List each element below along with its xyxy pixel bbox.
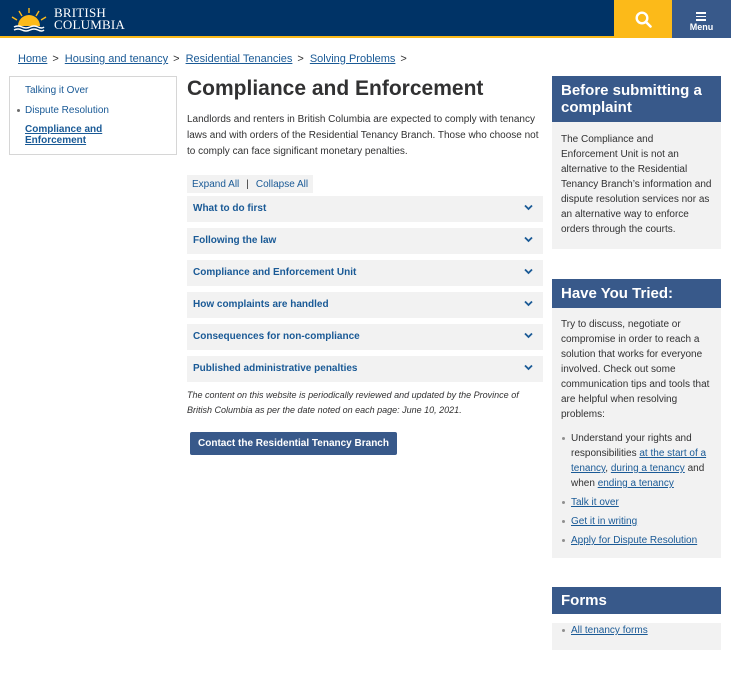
logo-text xyxy=(54,7,125,31)
accordion-label: What to do first xyxy=(193,203,267,214)
accordion-label: Following the law xyxy=(193,235,277,246)
link-during-tenancy[interactable]: during a tenancy xyxy=(610,463,685,474)
menu-button[interactable] xyxy=(672,0,731,38)
bc-logo[interactable] xyxy=(8,4,128,34)
chevron-down-icon xyxy=(524,300,533,307)
list-text: and when xyxy=(571,463,705,489)
page-title: Compliance and Enforcement xyxy=(187,77,484,100)
collapse-all-link[interactable]: Collapse All xyxy=(255,178,309,190)
sidebar-heading: Forms xyxy=(552,587,721,614)
logo-line-1: BRITISH xyxy=(54,5,106,20)
sidebar-body: The Compliance and Enforcement Unit is not an alternative to the Residential Tenancy Branch’s information and dispute resolution services nor as an alternative way to enforce orders through the courts. xyxy=(552,122,721,249)
site-header xyxy=(0,0,731,38)
breadcrumb xyxy=(18,53,413,65)
chevron-down-icon xyxy=(524,204,533,211)
link-start-of-tenancy[interactable]: at the start of a tenancy xyxy=(571,448,707,474)
hamburger-icon xyxy=(696,12,706,23)
logo-line-2: COLUMBIA xyxy=(54,17,125,32)
sidebar-tried-list xyxy=(561,431,712,548)
menu-label: Menu xyxy=(689,22,714,32)
breadcrumb-housing[interactable]: Housing and tenancy xyxy=(64,53,169,65)
breadcrumb-separator: > xyxy=(400,53,407,65)
accordion-published-penalties[interactable] xyxy=(187,356,543,382)
bc-sun-logo-icon xyxy=(8,4,50,34)
side-navigation xyxy=(9,76,177,155)
breadcrumb-separator: > xyxy=(297,53,304,65)
link-ending-tenancy[interactable]: ending a tenancy xyxy=(597,478,674,489)
sidebar-have-you-tried xyxy=(552,279,721,558)
accordion-label: How complaints are handled xyxy=(193,299,329,310)
contact-rtb-button[interactable]: Contact the Residential Tenancy Branch xyxy=(190,432,397,455)
sidebar-forms xyxy=(552,587,721,650)
accordion-label: Consequences for non-compliance xyxy=(193,331,360,342)
nav-item-dispute-resolution[interactable]: Dispute Resolution xyxy=(25,104,176,117)
list-item xyxy=(561,623,712,638)
breadcrumb-residential-tenancies[interactable]: Residential Tenancies xyxy=(185,53,293,65)
accordion-following-the-law[interactable] xyxy=(187,228,543,254)
list-item xyxy=(561,533,712,548)
sidebar-forms-list xyxy=(561,623,712,638)
list-item xyxy=(561,431,712,491)
toggle-separator: | xyxy=(246,178,249,190)
list-item xyxy=(561,495,712,510)
expand-all-link[interactable]: Expand All xyxy=(192,178,240,190)
list-text: , xyxy=(605,463,611,474)
breadcrumb-separator: > xyxy=(52,53,59,65)
accordion-consequences[interactable] xyxy=(187,324,543,350)
link-all-tenancy-forms[interactable]: All tenancy forms xyxy=(571,625,648,636)
expand-collapse-controls xyxy=(187,175,313,193)
chevron-down-icon xyxy=(524,236,533,243)
main-content xyxy=(187,76,543,455)
chevron-down-icon xyxy=(524,332,533,339)
link-talk-it-over[interactable]: Talk it over xyxy=(571,497,619,508)
sidebar-before-submitting xyxy=(552,76,721,249)
sidebar-heading: Before submitting a complaint xyxy=(552,76,721,122)
sidebar-tried-text: Try to discuss, negotiate or compromise in order to reach a solution that works for everyone involved. Check out some communication tips and tools that are helpful when resolving problems: xyxy=(561,319,710,420)
review-disclaimer: The content on this website is periodically reviewed and updated by the Province of British Columbia as per the date noted on each page: June 10, 2021. xyxy=(187,390,519,415)
list-text: Understand your rights and responsibilities xyxy=(571,433,692,459)
nav-item-active-line1: Compliance and xyxy=(25,124,103,135)
list-item xyxy=(561,514,712,529)
chevron-down-icon xyxy=(524,268,533,275)
accordion-what-to-do-first[interactable] xyxy=(187,196,543,222)
breadcrumb-solving-problems[interactable]: Solving Problems xyxy=(309,53,396,65)
search-icon xyxy=(635,11,652,28)
accordion-complaints-handled[interactable] xyxy=(187,292,543,318)
link-apply-dispute-resolution[interactable]: Apply for Dispute Resolution xyxy=(571,535,698,546)
sidebar-heading: Have You Tried: xyxy=(552,279,721,308)
sidebar-body xyxy=(552,308,721,558)
accordion-compliance-unit[interactable] xyxy=(187,260,543,286)
nav-item-talking-it-over[interactable]: Talking it Over xyxy=(25,85,89,96)
chevron-down-icon xyxy=(524,364,533,371)
sidebar-body xyxy=(552,623,721,650)
breadcrumb-separator: > xyxy=(173,53,180,65)
link-get-it-in-writing[interactable]: Get it in writing xyxy=(571,516,638,527)
breadcrumb-home[interactable]: Home xyxy=(18,53,48,65)
accordion xyxy=(187,196,543,382)
search-button[interactable] xyxy=(614,0,672,38)
accordion-label: Published administrative penalties xyxy=(193,363,358,374)
nav-item-compliance-enforcement[interactable] xyxy=(25,124,176,146)
accordion-label: Compliance and Enforcement Unit xyxy=(193,267,357,278)
nav-item-active-line2: Enforcement xyxy=(25,135,87,146)
intro-paragraph: Landlords and renters in British Columbia are expected to comply with tenancy laws and with orders of the Residential Tenancy Branch. Those who choose not to comply can face significant monetary penalties. xyxy=(187,114,539,157)
